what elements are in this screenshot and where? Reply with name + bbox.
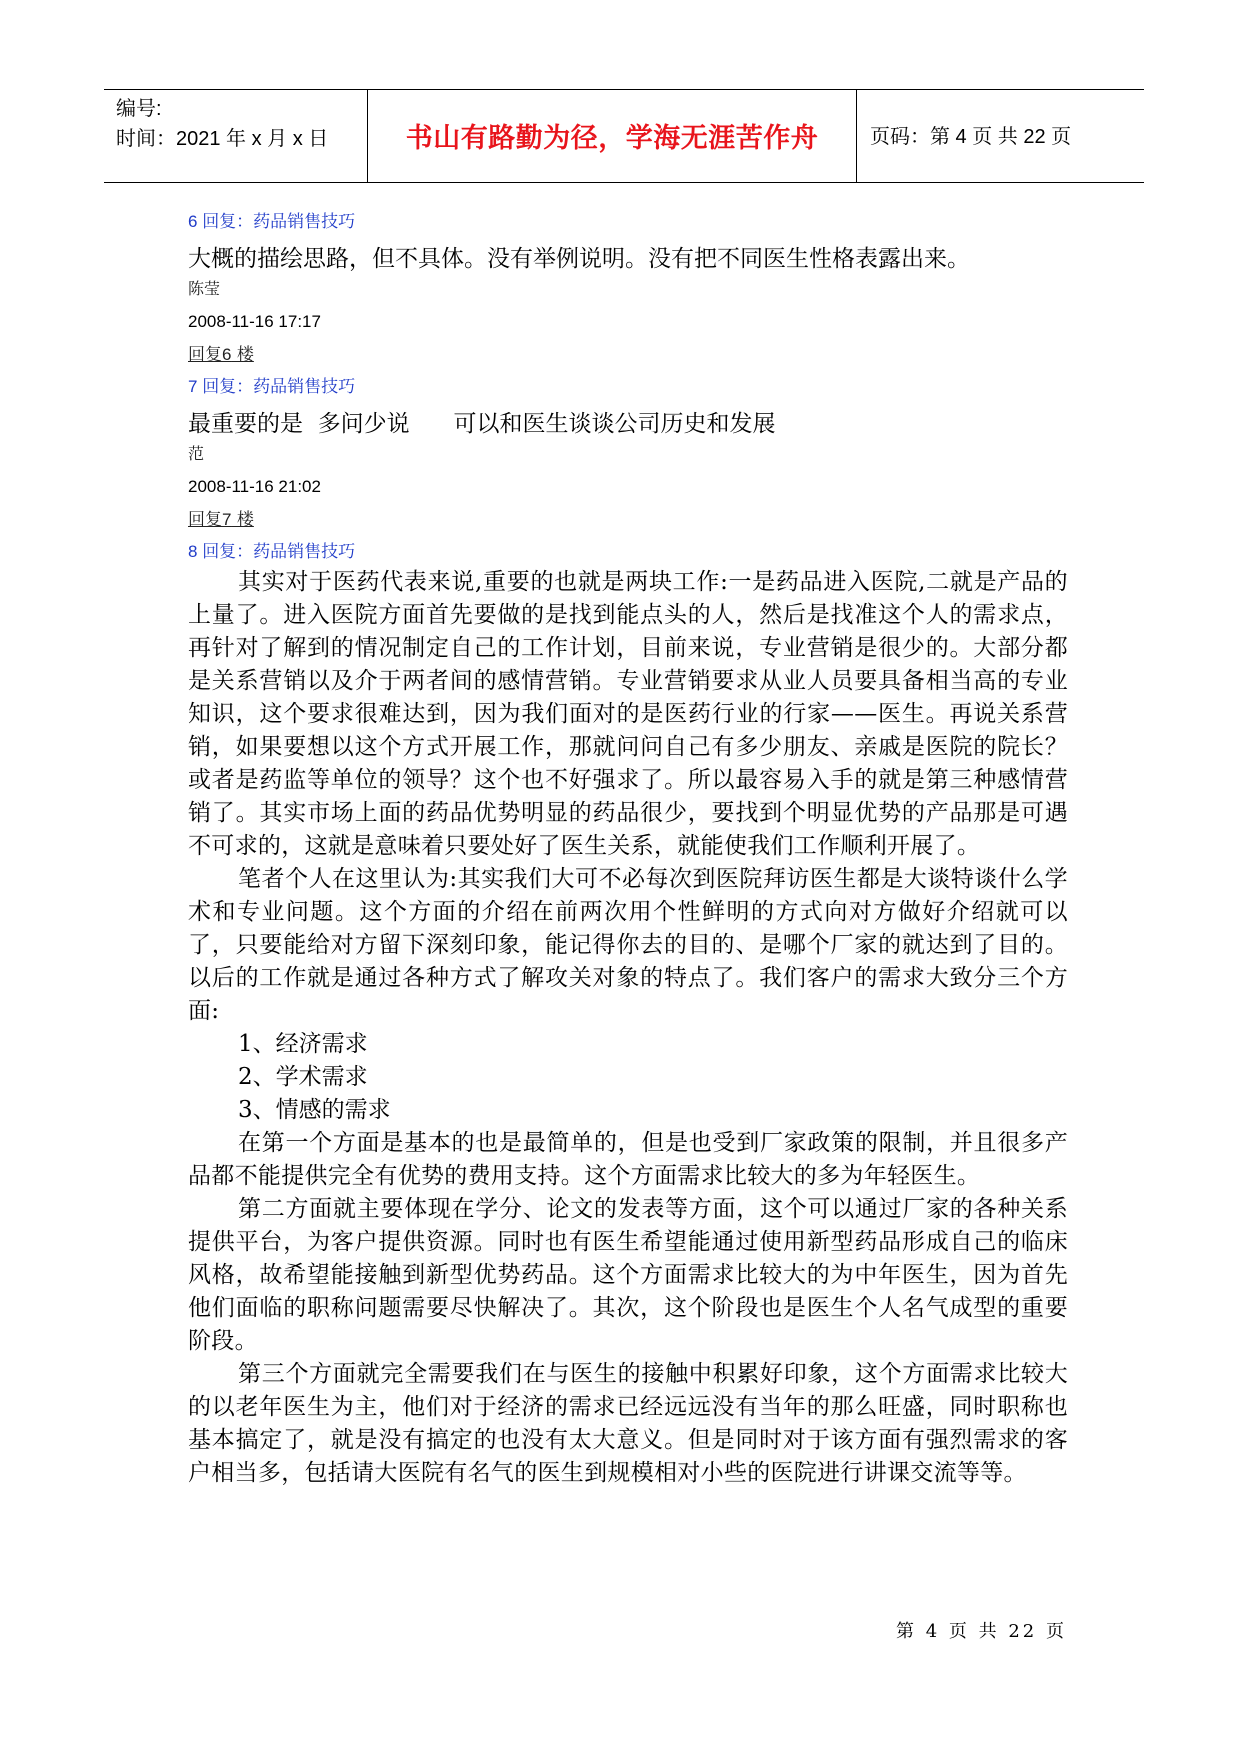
header-page-info: 页码：第 4 页 共 22 页 — [870, 126, 1072, 148]
post-timestamp: 2008-11-16 21:02 — [188, 477, 321, 496]
article-paragraph: 第二方面就主要体现在学分、论文的发表等方面，这个可以通过厂家的各种关系提供平台，为客户提供资源。同时也有医生希望能通过使用新型药品形成自己的临床风格，故希望能接触到新型优势药品。这个方面需求比较大的为中年医生，因为首先他们面临的职称问题需要尽快解决了。其次，这个阶段也是医生个人名气成型的重要阶段。 — [188, 1196, 1068, 1354]
post-author: 范 — [188, 444, 205, 463]
post-timestamp: 2008-11-16 17:17 — [188, 312, 321, 331]
serial-label: 编号: — [116, 98, 162, 120]
document-content — [188, 210, 1068, 1490]
page-footer: 第 4 页 共 22 页 — [896, 1621, 1067, 1642]
header-meta — [116, 94, 366, 154]
post-body: 大概的描绘思路，但不具体。没有举例说明。没有把不同医生性格表露出来。 — [188, 246, 970, 272]
list-item: 2、学术需求 — [238, 1064, 368, 1090]
list-item: 3、情感的需求 — [238, 1097, 391, 1123]
post-author: 陈莹 — [188, 279, 221, 298]
post-title-text: 回复：药品销售技巧 — [202, 542, 356, 562]
article-paragraph: 笔者个人在这里认为:其实我们大可不必每次到医院拜访医生都是大谈特谈什么学术和专业问题。这个方面的介绍在前两次用个性鲜明的方式向对方做好介绍就可以了，只要能给对方留下深刻印象，能记得你去的目的、是哪个厂家的就达到了目的。以后的工作就是通过各种方式了解攻关对象的特点了。我们客户的需求大致分三个方面: — [188, 866, 1068, 1024]
post-title-text: 回复：药品销售技巧 — [202, 377, 356, 397]
header-divider — [367, 90, 368, 182]
post-number: 8 — [188, 542, 203, 561]
document-header — [104, 89, 1144, 183]
reply-floor-link[interactable]: 回复7 楼 — [188, 510, 254, 530]
header-motto: 书山有路勤为径，学海无涯苦作舟 — [405, 123, 819, 154]
reply-floor-link[interactable]: 回复6 楼 — [188, 345, 254, 365]
post-title-text: 回复：药品销售技巧 — [202, 212, 356, 232]
article-paragraph: 第三个方面就完全需要我们在与医生的接触中积累好印象，这个方面需求比较大的以老年医生为主，他们对于经济的需求已经远远没有当年的那么旺盛，同时职称也基本搞定了，就是没有搞定的也没有太大意义。但是同时对于该方面有强烈需求的客户相当多，包括请大医院有名气的医生到规模相对小些的医院进行讲课交流等等。 — [188, 1361, 1068, 1486]
post-title[interactable] — [188, 540, 1068, 566]
post-number: 6 — [188, 212, 203, 231]
post-title[interactable] — [188, 210, 1068, 243]
post-number: 7 — [188, 377, 203, 396]
article-paragraph: 其实对于医药代表来说,重要的也就是两块工作:一是药品进入医院,二就是产品的上量了。进入医院方面首先要做的是找到能点头的人，然后是找准这个人的需求点，再针对了解到的情况制定自己的工作计划，目前来说，专业营销是很少的。大部分都是关系营销以及介于两者间的感情营销。专业营销要求从业人员要具备相当高的专业知识，这个要求很难达到，因为我们面对的是医药行业的行家——医生。再说关系营销，如果要想以这个方式开展工作，那就问问自己有多少朋友、亲戚是医院的院长？或者是药监等单位的领导？这个也不好强求了。所以最容易入手的就是第三种感情营销了。其实市场上面的药品优势明显的药品很少，要找到个明显优势的产品那是可遇不可求的，这就是意味着只要处好了医生关系，就能使我们工作顺利开展了。 — [188, 569, 1068, 859]
time-label: 时间：2021 年 x 月 x 日 — [116, 128, 329, 150]
article-paragraph: 在第一个方面是基本的也是最简单的，但是也受到厂家政策的限制，并且很多产品都不能提供完全有优势的费用支持。这个方面需求比较大的多为年轻医生。 — [188, 1130, 1068, 1189]
list-item: 1、经济需求 — [238, 1031, 368, 1057]
post-title[interactable] — [188, 375, 1068, 408]
post-body: 最重要的是 多问少说 可以和医生谈谈公司历史和发展 — [188, 411, 776, 437]
header-divider — [856, 90, 857, 182]
